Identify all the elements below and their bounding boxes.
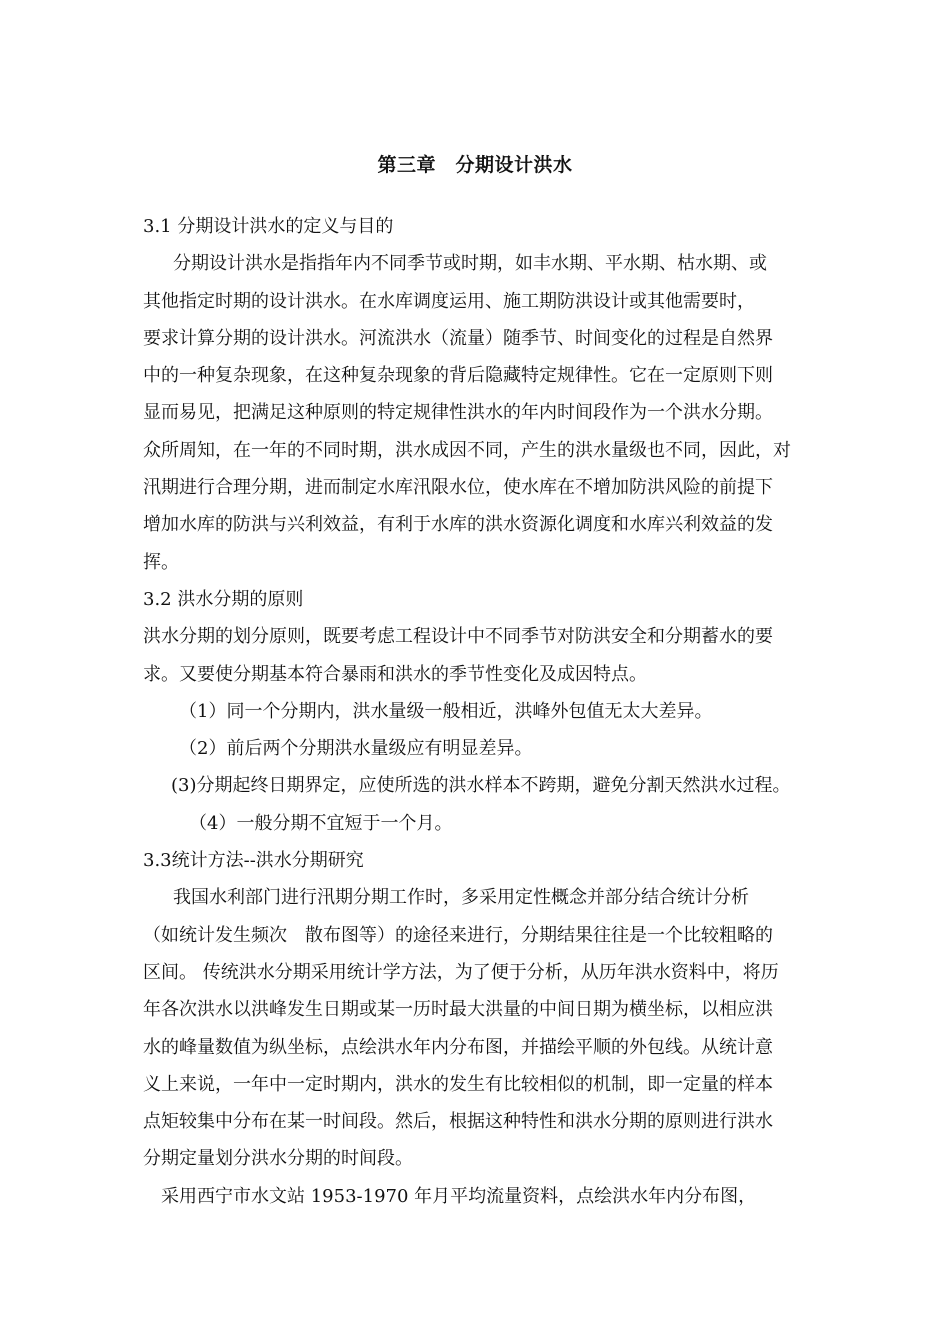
- paragraph-line: 洪水分期的划分原则，既要考虑工程设计中不同季节对防洪安全和分期蓄水的要: [143, 626, 773, 648]
- paragraph-line: 点矩较集中分布在某一时间段。然后，根据这种特性和洪水分期的原则进行洪水: [143, 1111, 773, 1133]
- paragraph-line: 分期设计洪水是指指年内不同季节或时期，如丰水期、平水期、枯水期、或: [173, 253, 767, 275]
- paragraph-line: 水的峰量数值为纵坐标，点绘洪水年内分布图，并描绘平顺的外包线。从统计意: [143, 1036, 773, 1058]
- list-item: （2）前后两个分期洪水量级应有明显差异。: [179, 738, 533, 760]
- paragraph-line: 求。又要使分期基本符合暴雨和洪水的季节性变化及成因特点。: [143, 663, 647, 685]
- paragraph-line: 采用西宁市水文站 1953-1970 年月平均流量资料，点绘洪水年内分布图，: [161, 1185, 757, 1207]
- paragraph-line: 中的一种复杂现象，在这种复杂现象的背后隐藏特定规律性。它在一定原则下则: [143, 365, 773, 387]
- paragraph-line: 要求计算分期的设计洪水。河流洪水（流量）随季节、时间变化的过程是自然界: [143, 327, 773, 349]
- section-heading-3-1: 3.1 分期设计洪水的定义与目的: [143, 216, 394, 237]
- paragraph-line: 显而易见，把满足这种原则的特定规律性洪水的年内时间段作为一个洪水分期。: [143, 402, 773, 424]
- paragraph-line: 区间。 传统洪水分期采用统计学方法，为了便于分析，从历年洪水资料中，将历: [143, 961, 779, 983]
- paragraph-line: 年各次洪水以洪峰发生日期或某一历时最大洪量的中间日期为横坐标，以相应洪: [143, 999, 773, 1021]
- list-item: （1）同一个分期内，洪水量级一般相近，洪峰外包值无太大差异。: [179, 700, 713, 722]
- paragraph-line: 义上来说，一年中一定时期内，洪水的发生有比较相似的机制，即一定量的样本: [143, 1073, 773, 1095]
- list-item: （4）一般分期不宜短于一个月。: [189, 812, 453, 834]
- chapter-title: 第三章 分期设计洪水: [377, 154, 573, 176]
- paragraph-line: （如统计发生频次 散布图等）的途径来进行，分期结果往往是一个比较粗略的: [143, 924, 773, 946]
- paragraph-line: 我国水利部门进行汛期分期工作时，多采用定性概念并部分结合统计分析: [173, 887, 749, 909]
- document-body: [143, 208, 823, 1215]
- paragraph-line: 汛期进行合理分期，进而制定水库汛限水位，使水库在不增加防洪风险的前提下: [143, 477, 773, 499]
- paragraph-line: 分期定量划分洪水分期的时间段。: [143, 1148, 413, 1170]
- paragraph-line: 增加水库的防洪与兴利效益，有利于水库的洪水资源化调度和水库兴利效益的发: [143, 514, 773, 536]
- section-heading-3-2: 3.2 洪水分期的原则: [143, 588, 304, 610]
- section-heading-3-3: 3.3统计方法--洪水分期研究: [143, 850, 364, 872]
- list-item: (3)分期起终日期界定，应使所选的洪水样本不跨期，避免分割天然洪水过程。: [171, 775, 791, 797]
- paragraph-line: 众所周知，在一年的不同时期，洪水成因不同，产生的洪水量级也不同，因此，对: [143, 439, 791, 461]
- paragraph-line: 其他指定时期的设计洪水。在水库调度运用、施工期防洪设计或其他需要时，: [143, 290, 755, 312]
- paragraph-line: 挥。: [143, 551, 179, 573]
